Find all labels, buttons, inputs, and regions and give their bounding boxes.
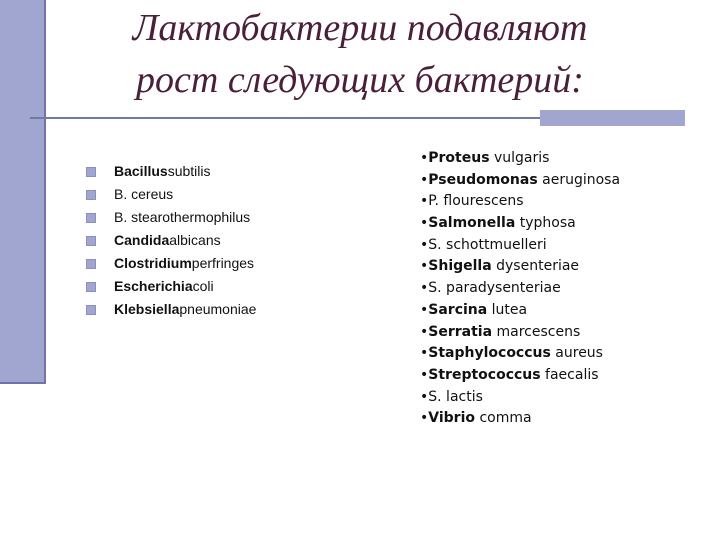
- species-text: aeruginosa: [537, 171, 621, 188]
- title-line-2: рост следующих бактерий:: [136, 59, 584, 101]
- species-text: P. flourescens: [428, 193, 524, 210]
- square-bullet-icon: [86, 190, 96, 200]
- bold-genus: Bacillus: [114, 163, 168, 179]
- bullet-dot-icon: •: [420, 258, 429, 275]
- species-text: S. paradysenteriae: [428, 280, 561, 297]
- bullet-dot-icon: •: [420, 323, 429, 340]
- species-text: perfringes: [191, 255, 255, 271]
- list-item: [86, 206, 256, 229]
- list-item: [420, 387, 620, 409]
- bold-genus: Escherichia: [114, 278, 193, 294]
- bold-genus: Clostridium: [114, 255, 192, 271]
- bullet-dot-icon: •: [420, 171, 429, 188]
- species-text: aureus: [550, 345, 603, 362]
- species-text: B. stearothermophilus: [114, 209, 251, 225]
- bullet-dot-icon: •: [420, 215, 429, 232]
- list-item: [86, 183, 256, 206]
- divider-accent-block: [540, 110, 685, 126]
- bullet-dot-icon: •: [420, 280, 429, 297]
- list-item: [420, 322, 620, 344]
- list-item: [420, 235, 620, 257]
- bullet-dot-icon: •: [420, 366, 429, 383]
- list-item: [420, 191, 620, 213]
- bullet-dot-icon: •: [420, 150, 429, 166]
- bold-genus: Sarcina: [428, 301, 488, 318]
- bold-genus: Salmonella: [428, 215, 516, 232]
- bold-genus: Staphylococcus: [428, 345, 551, 362]
- bullet-dot-icon: •: [420, 193, 429, 210]
- square-bullet-icon: [86, 213, 96, 223]
- species-text: albicans: [169, 232, 221, 248]
- species-text: marcescens: [492, 323, 581, 340]
- slide-title: [60, 0, 660, 106]
- bullet-dot-icon: •: [420, 410, 429, 427]
- bold-genus: Serratia: [428, 323, 493, 340]
- title-line-1: Лактобактерии подавляют: [132, 7, 588, 49]
- list-item: [86, 229, 256, 252]
- right-bacteria-list: [420, 148, 620, 430]
- bold-genus: Proteus: [428, 150, 490, 166]
- square-bullet-icon: [86, 236, 96, 246]
- bold-genus: Vibrio: [428, 410, 475, 427]
- species-text: lutea: [487, 301, 528, 318]
- square-bullet-icon: [86, 305, 96, 315]
- species-text: pneumoniae: [179, 301, 257, 317]
- left-bacteria-list: [86, 160, 256, 321]
- list-item: [420, 408, 620, 430]
- species-text: B. cereus: [114, 186, 174, 202]
- square-bullet-icon: [86, 167, 96, 177]
- species-text: vulgaris: [489, 150, 550, 166]
- list-item: [86, 252, 256, 275]
- bold-genus: Candida: [114, 232, 170, 248]
- bold-genus: Streptococcus: [428, 366, 541, 383]
- list-item: [420, 256, 620, 278]
- species-text: coli: [192, 278, 214, 294]
- species-text: typhosa: [515, 215, 576, 232]
- species-text: S. schottmuelleri: [428, 236, 547, 253]
- bullet-dot-icon: •: [420, 301, 429, 318]
- list-item: [420, 278, 620, 300]
- bold-genus: Pseudomonas: [428, 171, 538, 188]
- list-item: [420, 170, 620, 192]
- bullet-dot-icon: •: [420, 345, 429, 362]
- species-text: S. lactis: [428, 388, 483, 405]
- species-text: faecalis: [540, 366, 599, 383]
- list-item: [420, 343, 620, 365]
- list-item: [86, 160, 256, 183]
- bullet-dot-icon: •: [420, 236, 429, 253]
- list-item: [420, 300, 620, 322]
- bold-genus: Shigella: [428, 258, 492, 275]
- square-bullet-icon: [86, 282, 96, 292]
- species-text: dysenteriae: [491, 258, 580, 275]
- left-decorative-bar: [0, 0, 46, 384]
- list-item: [420, 365, 620, 387]
- species-text: comma: [475, 410, 532, 427]
- species-text: subtilis: [167, 163, 211, 179]
- bold-genus: Klebsiella: [114, 301, 180, 317]
- bullet-dot-icon: •: [420, 388, 429, 405]
- list-item: [420, 148, 620, 170]
- list-item: [86, 275, 256, 298]
- list-item: [86, 298, 256, 321]
- square-bullet-icon: [86, 259, 96, 269]
- list-item: [420, 213, 620, 235]
